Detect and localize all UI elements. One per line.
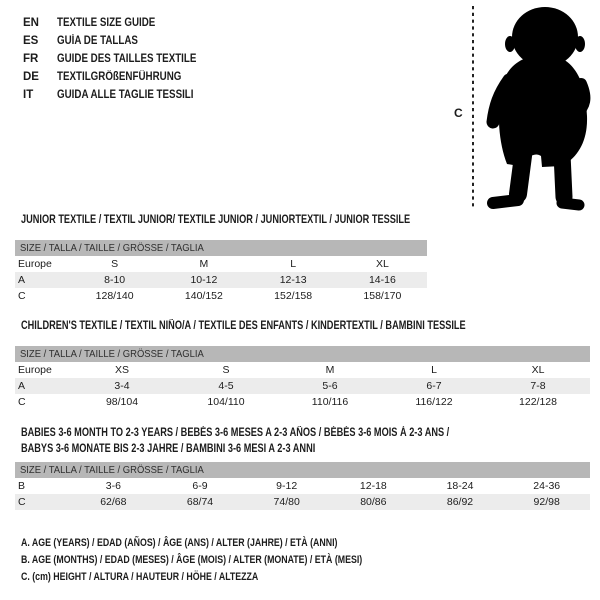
size-cell: S (111, 258, 119, 270)
table-row (15, 288, 427, 304)
table-row (15, 256, 427, 272)
size-cell: 92/98 (533, 496, 560, 508)
language-row-en (23, 14, 221, 32)
children-table-title: CHILDREN'S TEXTILE / TEXTIL NIÑO/A / TEXTILE DES ENFANTS / KINDERTEXTIL / BAMBINI TESSILE (21, 320, 466, 332)
size-cell: S (222, 364, 230, 376)
size-cell: M (325, 364, 335, 376)
table-row (15, 362, 590, 378)
size-cell: L (431, 364, 437, 376)
size-cell: 158/170 (363, 290, 402, 302)
size-cell: 86/92 (446, 496, 474, 508)
language-code: FR (23, 53, 39, 65)
size-cell: 3-4 (114, 380, 130, 392)
size-cell: 6-7 (426, 380, 442, 392)
row-label: C (18, 396, 26, 408)
babies-table-title-line2: BABYS 3-6 MONATE BIS 2-3 JAHRE / BAMBINI 3-6 MESI A 2-3 ANNI (21, 443, 316, 455)
language-row-it (23, 86, 221, 104)
language-code: IT (23, 89, 34, 101)
size-cell: 62/68 (100, 496, 127, 508)
table-row (15, 494, 590, 510)
size-cell: 68/74 (186, 496, 214, 508)
size-cell: 140/152 (184, 290, 223, 302)
size-cell: 128/140 (95, 290, 134, 302)
babies-table-title-line1: BABIES 3-6 MONTH TO 2-3 YEARS / BEBÉS 3-6 MESES A 2-3 AÑOS / BÉBÉS 3-6 MOIS À 2-3 ANS / (21, 427, 450, 439)
size-cell: 8-10 (104, 274, 126, 286)
size-cell: 98/104 (105, 396, 139, 408)
row-label: B (18, 480, 26, 492)
size-cell: 104/110 (207, 396, 245, 408)
language-label: GUÍA DE TALLAS (57, 35, 138, 47)
junior-size-table (15, 240, 427, 304)
children-size-table (15, 346, 590, 410)
table-row (15, 478, 590, 494)
language-code: ES (23, 35, 39, 47)
size-cell: L (290, 258, 297, 270)
baby-silhouette (465, 4, 600, 214)
size-cell: 12-18 (359, 480, 387, 492)
row-label: C (18, 290, 26, 302)
language-code: EN (23, 17, 39, 29)
language-list (23, 14, 221, 104)
size-cell: XL (531, 364, 545, 376)
row-label: Europe (18, 258, 52, 270)
language-row-fr (23, 50, 221, 68)
note-age-months: B. AGE (MONTHS) / EDAD (MESES) / ÂGE (MOIS) / ALTER (MONATE) / ETÀ (MESI) (21, 554, 363, 566)
junior-table-title: JUNIOR TEXTILE / TEXTIL JUNIOR/ TEXTILE JUNIOR / JUNIORTEXTIL / JUNIOR TESSILE (21, 214, 411, 226)
babies-size-table (15, 462, 590, 510)
height-measure-label: C (454, 106, 463, 120)
size-header-bar: SIZE / TALLA / TAILLE / GRÖSSE / TAGLIA (15, 462, 590, 478)
size-cell: M (199, 258, 209, 270)
size-cell: 110/116 (311, 396, 349, 408)
language-code: DE (23, 71, 39, 83)
size-cell: 6-9 (192, 480, 208, 492)
language-label: GUIDE DES TAILLES TEXTILE (57, 53, 197, 65)
size-header-bar: SIZE / TALLA / TAILLE / GRÖSSE / TAGLIA (15, 240, 427, 256)
size-cell: 14-16 (368, 274, 396, 286)
row-label: A (18, 274, 26, 286)
size-cell: 9-12 (276, 480, 298, 492)
row-label: Europe (18, 364, 52, 376)
size-cell: 152/158 (274, 290, 313, 302)
size-cell: XS (114, 364, 129, 376)
size-cell: 12-13 (279, 274, 307, 286)
language-label: TEXTILGRÖßENFÜHRUNG (57, 71, 182, 83)
size-cell: 5-6 (322, 380, 338, 392)
size-cell: 18-24 (446, 480, 474, 492)
size-header-bar: SIZE / TALLA / TAILLE / GRÖSSE / TAGLIA (15, 346, 590, 362)
table-row (15, 394, 590, 410)
note-age-years: A. AGE (YEARS) / EDAD (AÑOS) / ÂGE (ANS) / ALTER (JAHRE) / ETÀ (ANNI) (21, 537, 338, 549)
size-cell: XL (375, 258, 389, 270)
row-label: A (18, 380, 26, 392)
size-cell: 122/128 (519, 396, 557, 408)
size-cell: 24-36 (533, 480, 561, 492)
table-row (15, 378, 590, 394)
size-cell: 80/86 (360, 496, 387, 508)
language-row-de (23, 68, 221, 86)
size-cell: 116/122 (415, 396, 453, 408)
size-cell: 4-5 (218, 380, 234, 392)
size-cell: 3-6 (105, 480, 121, 492)
size-cell: 10-12 (190, 274, 218, 286)
language-label: GUIDA ALLE TAGLIE TESSILI (57, 89, 194, 101)
note-height-cm: C. (cm) HEIGHT / ALTURA / HAUTEUR / HÖHE / ALTEZZA (21, 571, 259, 583)
size-cell: 7-8 (530, 380, 546, 392)
language-label: TEXTILE SIZE GUIDE (57, 17, 156, 29)
row-label: C (18, 496, 26, 508)
size-cell: 74/80 (273, 496, 300, 508)
language-row-es (23, 32, 221, 50)
baby-silhouette-shape (493, 7, 587, 205)
table-row (15, 272, 427, 288)
